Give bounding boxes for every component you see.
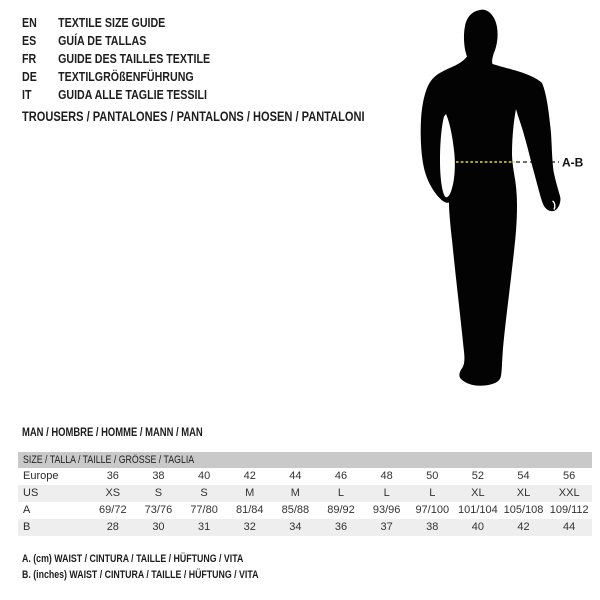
measurement-notes (22, 551, 318, 583)
size-cell: 101/104 (458, 504, 498, 516)
size-cell: 77/80 (190, 504, 218, 516)
size-cell: XS (105, 487, 121, 499)
size-cell: 36 (334, 521, 348, 533)
size-guide-figure (405, 0, 600, 392)
size-cell: 105/108 (503, 504, 544, 516)
row-label: A (23, 504, 31, 516)
gender-title: MAN / HOMBRE / HOMME / MANN / MAN (22, 427, 203, 439)
language-row (22, 32, 210, 50)
language-code: ES (22, 33, 37, 48)
language-row (22, 50, 210, 68)
size-cell: 52 (471, 470, 485, 482)
size-cell: 44 (563, 521, 576, 533)
size-table-rows (18, 468, 592, 536)
table-row (18, 468, 592, 485)
size-cell: 46 (334, 470, 348, 482)
note-a: A. (cm) WAIST / CINTURA / TAILLE / HÜFTUNG / VITA (22, 553, 244, 565)
size-cell: 38 (426, 521, 439, 533)
size-cell: XL (471, 487, 485, 499)
size-cell: 34 (289, 521, 302, 533)
size-table (18, 452, 592, 536)
size-cell: S (154, 487, 163, 499)
language-code: FR (22, 51, 37, 66)
language-code: IT (22, 87, 32, 102)
size-cell: 40 (471, 521, 485, 533)
size-cell: L (337, 487, 345, 499)
size-cell: 30 (152, 521, 165, 533)
man-silhouette (421, 10, 561, 386)
size-cell: 32 (243, 521, 256, 533)
size-cell: XXL (558, 487, 580, 499)
waist-measure-label: A-B (562, 155, 584, 170)
language-label: TEXTILE SIZE GUIDE (58, 15, 166, 30)
size-table-header-label: SIZE / TALLA / TAILLE / GRÖSSE / TAGLIA (23, 454, 195, 466)
table-row (18, 519, 592, 536)
size-cell: 85/88 (281, 504, 310, 516)
size-cell: 48 (380, 470, 393, 482)
size-cell: XL (516, 487, 531, 499)
size-cell: 28 (106, 521, 119, 533)
size-cell: S (200, 487, 208, 499)
note-b: B. (inches) WAIST / CINTURA / TAILLE / HÜFTUNG / VITA (22, 569, 259, 581)
language-label: TEXTILGRÖßENFÜHRUNG (58, 69, 194, 84)
language-label: GUÍA DE TALLAS (58, 33, 147, 48)
size-cell: 73/76 (144, 504, 173, 516)
size-cell: M (245, 487, 255, 499)
language-code: EN (22, 15, 37, 30)
size-table-header (18, 452, 592, 468)
size-cell: 89/92 (327, 504, 355, 516)
size-cell: L (429, 487, 436, 499)
language-label: GUIDA ALLE TAGLIE TESSILI (58, 87, 207, 102)
size-cell: 42 (517, 521, 530, 533)
size-cell: 69/72 (99, 504, 127, 516)
size-cell: 81/84 (235, 504, 264, 516)
size-cell: L (383, 487, 390, 499)
size-cell: 44 (289, 470, 302, 482)
size-cell: 54 (517, 470, 530, 482)
size-cell: 36 (106, 470, 119, 482)
language-row (22, 68, 210, 86)
language-code: DE (22, 69, 37, 84)
category-title: TROUSERS / PANTALONES / PANTALONS / HOSEN / PANTALONI (22, 109, 365, 124)
language-row (22, 86, 210, 104)
row-label: US (23, 487, 39, 499)
size-cell: M (290, 487, 300, 499)
size-cell: 56 (563, 470, 576, 482)
language-label: GUIDE DES TAILLES TEXTILE (58, 51, 211, 66)
row-label: B (23, 521, 31, 533)
size-cell: 93/96 (372, 504, 401, 516)
language-row (22, 14, 210, 32)
size-cell: 31 (197, 521, 211, 533)
row-label: Europe (23, 470, 59, 482)
language-title-block (22, 14, 210, 104)
table-row (18, 502, 592, 519)
size-cell: 97/100 (415, 504, 450, 516)
size-cell: 38 (152, 470, 165, 482)
size-cell: 109/112 (549, 504, 589, 516)
size-cell: 37 (380, 521, 393, 533)
size-cell: 50 (426, 470, 439, 482)
size-cell: 42 (243, 470, 256, 482)
size-cell: 40 (197, 470, 211, 482)
man-silhouette-svg (405, 0, 600, 392)
table-row (18, 485, 592, 502)
